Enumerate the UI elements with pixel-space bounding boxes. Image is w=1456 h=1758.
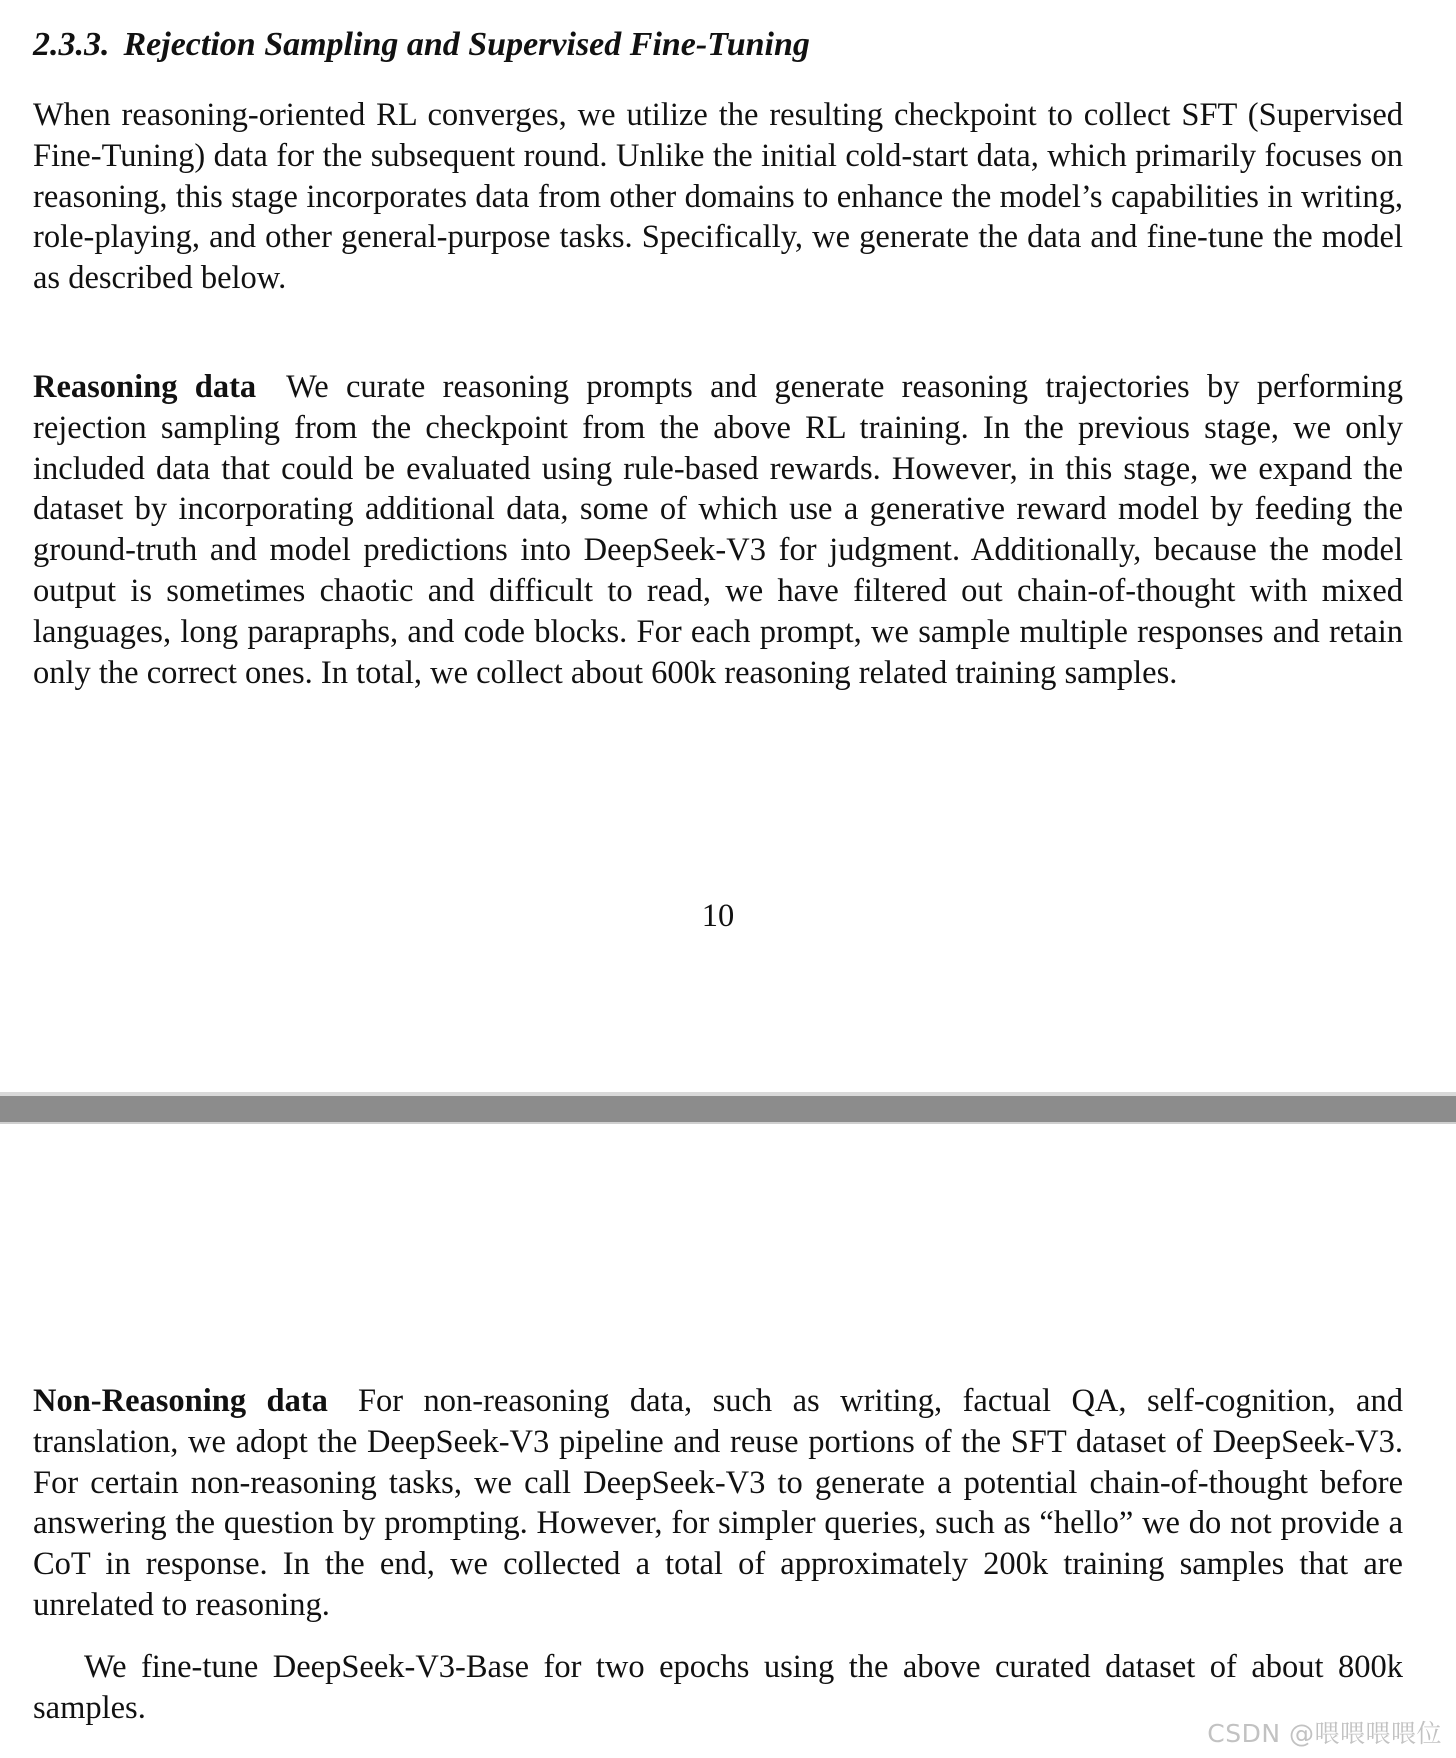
reasoning-data-paragraph (33, 367, 1403, 693)
section-number: 2.3.3. (33, 26, 110, 63)
page-separator (0, 1092, 1456, 1124)
reasoning-data-lead: Reasoning data (33, 369, 257, 405)
non-reasoning-data-text: For non-reasoning data, such as writing, factual QA, self-cognition, and translation, we adopt the DeepSeek-V3 pipeline and reuse portions of the SFT dataset of DeepSeek-V3. For certain non-reasoning tasks, we call DeepSeek-V3 to generate a potential chain-of-thought before answering the question by prompting. However, for simpler queries, such as “hello” we do not provide a CoT in response. In the end, we collected a total of approximately 200k training samples that are unrelated to reasoning. (33, 1383, 1403, 1623)
section-heading (33, 26, 810, 64)
page-number: 10 (701, 898, 735, 934)
non-reasoning-data-lead: Non-Reasoning data (33, 1383, 328, 1419)
finetune-paragraph: We fine-tune DeepSeek-V3-Base for two epochs using the above curated dataset of about 800k samples. (33, 1649, 1403, 1726)
non-reasoning-data-paragraph (33, 1381, 1403, 1626)
csdn-watermark: CSDN @喂喂喂喂位 (1207, 1719, 1442, 1748)
intro-paragraph: When reasoning-oriented RL converges, we utilize the resulting checkpoint to collect SFT (Supervised Fine-Tuning) data for the subsequent round. Unlike the initial cold-start data, which primarily focuses on reasoning, this stage incorporates data from other domains to enhance the model’s capabilities in writing, role-playing, and other general-purpose tasks. Specifically, we generate the data and fine-tune the model as described below. (33, 97, 1403, 297)
section-title: Rejection Sampling and Supervised Fine-Tuning (123, 26, 810, 63)
reasoning-data-text: We curate reasoning prompts and generate reasoning trajectories by performing rejection sampling from the checkpoint from the above RL training. In the previous stage, we only included data that could be evaluated using rule-based rewards. However, in this stage, we expand the dataset by incorporating additional data, some of which use a generative reward model by feeding the ground-truth and model predictions into DeepSeek-V3 for judgment. Additionally, because the model output is sometimes chaotic and difficult to read, we have filtered out chain-of-thought with mixed languages, long parapraphs, and code blocks. For each prompt, we sample multiple responses and retain only the correct ones. In total, we collect about 600k reasoning related training samples. (33, 369, 1403, 691)
